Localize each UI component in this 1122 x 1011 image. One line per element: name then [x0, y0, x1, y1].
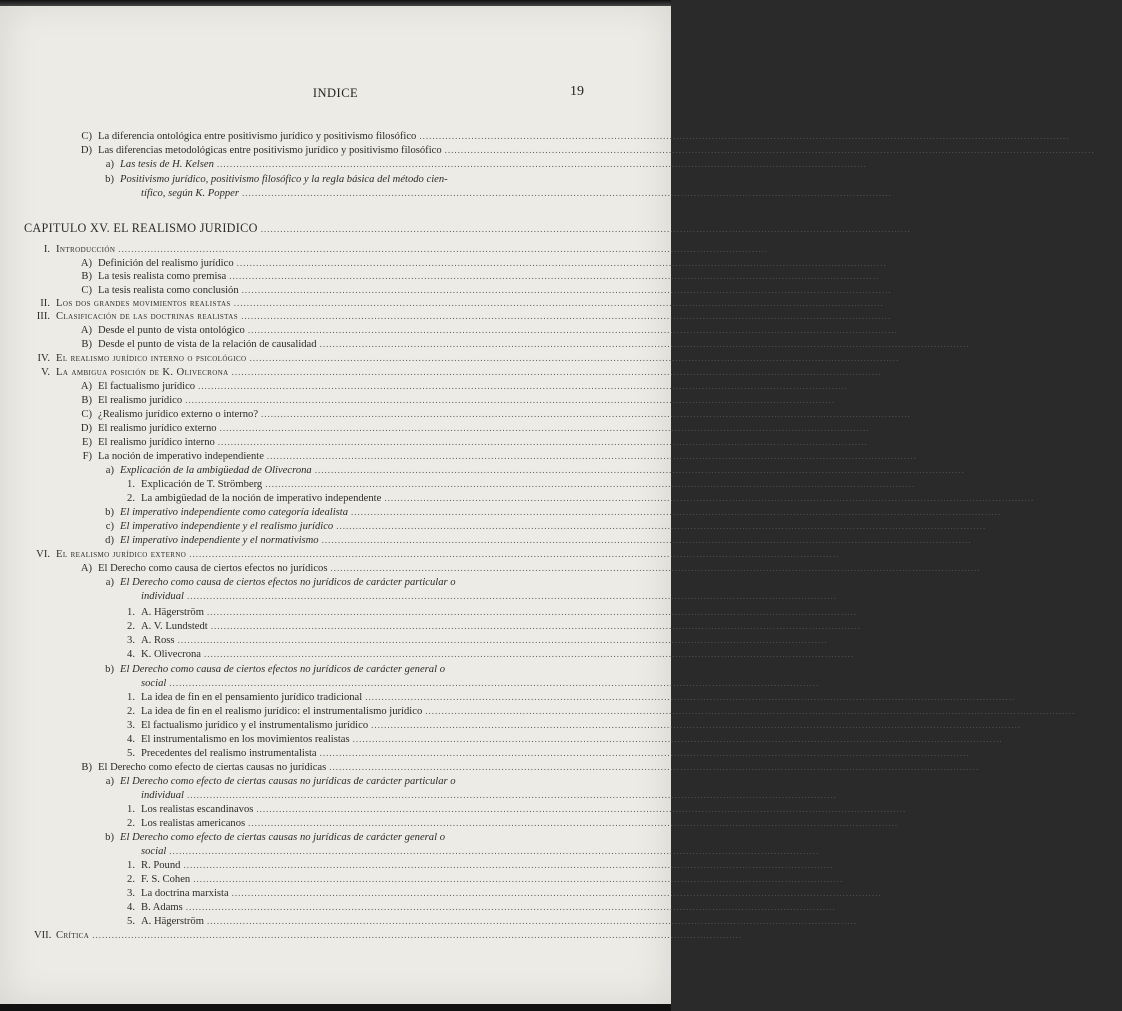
toc-entry-title: F. S. Cohen [141, 874, 191, 885]
toc-entry-label: 2. [127, 874, 135, 885]
toc-entry-page: 275 [854, 874, 871, 885]
toc-entry-title: La idea de fin en el pensamiento jurídico tradicional [141, 692, 363, 703]
toc-entry-page: 260 [848, 591, 864, 602]
toc-entry [119, 734, 1030, 747]
toc-entry-label: B) [81, 762, 92, 773]
toc-entry-title: La tesis realista como premisa [98, 271, 227, 282]
toc-entry-title: individual [141, 790, 184, 801]
toc-entry [76, 325, 925, 338]
toc-entry [34, 244, 796, 257]
toc-entry-label: a) [105, 577, 114, 588]
toc-entry-page: 273 [909, 818, 926, 829]
toc-leader-dots: ........................................................................................................................................................................................................ [249, 353, 900, 363]
toc-leader-dots: ........................................................................................................................................................................................................ [185, 902, 836, 912]
toc-entry-page: 265 [1013, 734, 1030, 745]
toc-entry-label: b) [105, 174, 114, 185]
toc-leader-dots: ........................................................................................................................................................................................................ [92, 930, 743, 940]
toc-entry-title: La ambigua posición de K. Olivecrona [56, 367, 229, 378]
toc-leader-dots: ........................................................................................................................................................................................................ [189, 549, 840, 559]
toc-entry-title: El Derecho como causa de ciertos efectos no jurídicos de carácter particular o [120, 577, 456, 588]
toc-entry-page: 257 [878, 437, 895, 448]
toc-leader-dots: ........................................................................................................................................................................................................ [256, 804, 907, 814]
toc-entry-label: 2. [127, 818, 135, 829]
toc-entry-page: 253 [894, 298, 911, 309]
toc-entry-label: C) [81, 131, 92, 142]
toc-entry [141, 846, 847, 859]
toc-entry [98, 577, 577, 590]
toc-leader-dots: ........................................................................................................................................................................................................ [183, 860, 834, 870]
toc-entry [76, 285, 919, 298]
toc-entry-label: II. [40, 298, 50, 309]
toc-entry-page: 264 [1026, 692, 1043, 703]
toc-entry [119, 902, 863, 915]
toc-entry-title: El imperativo independiente como categoría idealista [120, 507, 349, 518]
toc-entry [119, 621, 888, 634]
toc-entry-label: 1. [127, 607, 135, 618]
toc-entry-title: B. Adams [141, 902, 183, 913]
toc-entry [24, 221, 938, 235]
toc-leader-dots: ........................................................................................................................................................................................................ [219, 423, 870, 433]
toc-entry-label: D) [80, 145, 92, 156]
toc-entry [98, 159, 894, 172]
toc-leader-dots: ........................................................................................................................................................................................................ [265, 479, 916, 489]
toc-entry-title: CAPITULO XV. EL REALISMO JURIDICO [24, 221, 258, 235]
toc-entry [98, 465, 992, 478]
toc-leader-dots: ........................................................................................................................................................................................................ [216, 159, 867, 169]
toc-entry-title: La diferencia ontológica entre positivismo jurídico y positivismo filosófico [98, 131, 417, 142]
toc-leader-dots: ........................................................................................................................................................................................................ [384, 493, 1035, 503]
toc-entry [76, 339, 997, 352]
toc-entry [98, 776, 577, 789]
toc-entry [119, 818, 926, 831]
toc-entry-page: 256 [922, 409, 939, 420]
toc-entry-label: 4. [127, 902, 135, 913]
toc-entry-title: Clasificación de las doctrinas realistas [56, 311, 239, 322]
toc-entry-title: ¿Realismo jurídico externo o interno? [98, 409, 259, 420]
toc-entry-page: 252 [890, 271, 907, 282]
toc-entry [141, 790, 864, 803]
toc-leader-dots: ........................................................................................................................................................................................................ [236, 258, 887, 268]
toc-entry-title: Introducción [56, 244, 116, 255]
toc-entry [98, 832, 577, 845]
toc-entry-title: Positivismo jurídico, positivismo filosófico y la regla básica del método cien- [120, 174, 448, 185]
toc-entry-page: 272 [917, 804, 934, 815]
toc-entry-label: 1. [127, 860, 135, 871]
toc-entry-page: 259 [997, 521, 1014, 532]
toc-entry [76, 563, 1008, 576]
toc-entry-label: A) [80, 325, 92, 336]
toc-entry-page: 264 [1086, 706, 1103, 717]
toc-leader-dots: ........................................................................................................................................................................................................ [319, 339, 970, 349]
toc-entry [119, 706, 1103, 719]
toc-entry-title: El Derecho como causa de ciertos efectos no jurídicos [98, 563, 328, 574]
toc-entry-page: 250 [1080, 131, 1097, 142]
toc-entry-title: El Derecho como efecto de ciertas causas no jurídicas de carácter particular o [120, 776, 456, 787]
toc-entry [119, 607, 884, 620]
toc-entry [119, 748, 997, 761]
toc-leader-dots: ........................................................................................................................................................................................................ [229, 271, 880, 281]
toc-entry [119, 649, 882, 662]
toc-entry-label: 5. [127, 916, 135, 927]
toc-entry-label: I. [43, 244, 50, 255]
toc-entry-title: R. Pound [141, 860, 181, 871]
toc-entry [76, 451, 944, 464]
toc-entry-title: El factualismo jurídico [98, 381, 196, 392]
toc-entry-page: 277 [753, 930, 770, 941]
toc-leader-dots: ........................................................................................................................................................................................................ [419, 131, 1070, 141]
toc-entry-label: 1. [127, 692, 135, 703]
toc-leader-dots: ........................................................................................................................................................................................................ [206, 607, 857, 617]
toc-entry-label: B) [81, 339, 92, 350]
toc-leader-dots: ........................................................................................................................................................................................................ [247, 325, 898, 335]
toc-leader-dots: ........................................................................................................................................................................................................ [260, 224, 911, 234]
toc-entry-title: A. Ross [141, 635, 175, 646]
toc-entry-page: 260 [850, 549, 867, 560]
toc-entry [141, 188, 919, 201]
toc-leader-dots: ........................................................................................................................................................................................................ [193, 874, 844, 884]
toc-entry-page: 256 [846, 395, 863, 406]
toc-entry-page: 255 [910, 353, 927, 364]
toc-entry-page: 264 [1032, 720, 1049, 731]
toc-entry-page: 275 [844, 860, 861, 871]
toc-entry [76, 131, 1097, 144]
toc-entry-label: b) [105, 664, 114, 675]
toc-entry-title: tífico, según K. Popper [141, 188, 239, 199]
toc-entry [119, 916, 884, 929]
toc-leader-dots: ........................................................................................................................................................................................................ [186, 591, 837, 601]
toc-entry-label: 1. [127, 804, 135, 815]
toc-entry-page: 272 [848, 790, 864, 801]
toc-entry-label: A) [80, 381, 92, 392]
toc-entry [119, 720, 1049, 733]
toc-leader-dots: ........................................................................................................................................................................................................ [329, 762, 980, 772]
toc-leader-dots: ........................................................................................................................................................................................................ [321, 535, 972, 545]
toc-entry-label: C) [81, 409, 92, 420]
toc-leader-dots: ........................................................................................................................................................................................................ [241, 311, 892, 321]
toc-leader-dots: ........................................................................................................................................................................................................ [217, 437, 868, 447]
toc-entry-label: C) [81, 285, 92, 296]
toc-entry-label: 3. [127, 635, 135, 646]
toc-entry-page: 250 [877, 159, 894, 170]
toc-entry-page: 263 [830, 678, 847, 689]
toc-leader-dots: ........................................................................................................................................................................................................ [177, 635, 828, 645]
toc-entry-title: El realismo jurídico interno o psicológico [56, 353, 247, 364]
scan-bottom-edge [0, 1004, 671, 1011]
toc-entry [76, 395, 863, 408]
toc-leader-dots: ........................................................................................................................................................................................................ [210, 621, 861, 631]
toc-entry-title: La idea de fin en el realismo jurídico: el instrumentalismo jurídico [141, 706, 423, 717]
toc-entry-label: VI. [36, 549, 50, 560]
toc-leader-dots: ........................................................................................................................................................................................................ [241, 188, 892, 198]
toc-entry-title: social [141, 846, 167, 857]
toc-entry-page: 258 [926, 479, 943, 490]
toc-entry [119, 692, 1043, 705]
toc-entry-title: El factualismo jurídico y el instrumentalismo jurídico [141, 720, 369, 731]
toc-entry [34, 298, 911, 311]
toc-entry-title: El imperativo independiente y el realismo jurídico [120, 521, 334, 532]
toc-entry-page: 254 [908, 325, 925, 336]
toc-leader-dots: ........................................................................................................................................................................................................ [169, 678, 820, 688]
toc-entry-page: 269 [980, 748, 997, 759]
toc-entry-title: La noción de imperativo independiente [98, 451, 264, 462]
toc-leader-dots: ........................................................................................................................................................................................................ [314, 465, 965, 475]
toc-entry [34, 353, 927, 366]
toc-entry-page: 252 [897, 258, 914, 269]
toc-entry [98, 174, 577, 187]
toc-entry-label: d) [105, 535, 114, 546]
toc-entry-title: Crítica [56, 930, 90, 941]
toc-entry-title: Definición del realismo jurídico [98, 258, 234, 269]
toc-entry-page: 259 [1012, 507, 1029, 518]
toc-entry [34, 367, 909, 380]
toc-leader-dots: ........................................................................................................................................................................................................ [118, 244, 769, 254]
toc-entry [141, 591, 864, 604]
toc-entry-label: 5. [127, 748, 135, 759]
toc-entry-label: 2. [127, 621, 135, 632]
toc-entry-label: 3. [127, 720, 135, 731]
toc-entry-label: D) [80, 423, 92, 434]
toc-entry-page: 250 [903, 188, 919, 199]
toc-leader-dots: ........................................................................................................................................................................................................ [266, 451, 917, 461]
toc-entry-page: 254 [980, 339, 997, 350]
toc-entry-title: El realismo jurídico interno [98, 437, 215, 448]
toc-entry-page: 261 [871, 621, 888, 632]
toc-leader-dots: ........................................................................................................................................................................................................ [425, 706, 1076, 716]
toc-leader-dots: ........................................................................................................................................................................................................ [248, 818, 899, 828]
toc-entry-title: social [141, 678, 167, 689]
toc-entry [119, 860, 861, 873]
toc-entry-label: F) [82, 451, 92, 462]
toc-entry-label: 1. [127, 479, 135, 490]
toc-entry-page: 250 [1105, 145, 1122, 156]
toc-entry-title: Explicación de la ambigüedad de Olivecrona [120, 465, 312, 476]
toc-entry-page: 272 [990, 762, 1007, 773]
toc-leader-dots: ........................................................................................................................................................................................................ [444, 145, 1095, 155]
toc-entry-page: 255 [859, 381, 876, 392]
toc-entry-page: 277 [868, 916, 884, 927]
toc-entry-label: 4. [127, 649, 135, 660]
toc-entry-title: El imperativo independiente y el normativismo [120, 535, 319, 546]
toc-entry-title: El instrumentalismo en los movimientos realistas [141, 734, 350, 745]
toc-entry-label: 4. [127, 734, 135, 745]
toc-entry-page: 260 [991, 563, 1008, 574]
toc-leader-dots: ........................................................................................................................................................................................................ [261, 409, 912, 419]
toc-entry-page: 263 [865, 649, 882, 660]
toc-entry-title: Precedentes del realismo instrumentalista [141, 748, 317, 759]
toc-entry-label: III. [36, 311, 50, 322]
toc-entry-label: VII. [34, 930, 52, 941]
toc-leader-dots: ........................................................................................................................................................................................................ [319, 748, 970, 758]
toc-leader-dots: ........................................................................................................................................................................................................ [185, 395, 836, 405]
toc-entry-label: a) [105, 465, 114, 476]
toc-leader-dots: ........................................................................................................................................................................................................ [204, 649, 855, 659]
toc-entry [34, 930, 770, 943]
toc-entry-label: B) [81, 271, 92, 282]
toc-entry [98, 664, 577, 677]
toc-leader-dots: ........................................................................................................................................................................................................ [231, 888, 882, 898]
toc-entry [76, 423, 897, 436]
toc-entry [34, 311, 919, 324]
toc-entry-title: La doctrina marxista [141, 888, 229, 899]
toc-entry-title: K. Olivecrona [141, 649, 202, 660]
toc-entry-title: Los dos grandes movimientos realistas [56, 298, 231, 309]
toc-entry [98, 521, 1014, 534]
toc-entry [141, 678, 847, 691]
toc-entry-title: La ambigüedad de la noción de imperativo independente [141, 493, 382, 504]
toc-entry-page: 260 [982, 535, 999, 546]
toc-entry-label: IV. [37, 353, 50, 364]
toc-entry-page: 276 [892, 888, 909, 899]
toc-entry-label: a) [105, 159, 114, 170]
toc-entry-label: B) [81, 395, 92, 406]
toc-entry [98, 507, 1029, 520]
toc-entry-page: 252 [921, 224, 938, 235]
toc-entry-title: individual [141, 591, 184, 602]
toc-entry-title: A. Hägerström [141, 607, 204, 618]
toc-entry-page: 255 [892, 367, 909, 378]
toc-leader-dots: ........................................................................................................................................................................................................ [336, 521, 987, 531]
toc-entry-title: El realismo jurídico externo [98, 423, 217, 434]
toc-leader-dots: ........................................................................................................................................................................................................ [351, 507, 1002, 517]
toc-entry [98, 535, 999, 548]
toc-entry-title: El Derecho como causa de ciertos efectos no jurídicos de carácter general o [120, 664, 445, 675]
toc-entry-title: Los realistas americanos [141, 818, 246, 829]
toc-entry-page: 258 [928, 451, 944, 462]
toc-entry [119, 874, 871, 887]
toc-leader-dots: ........................................................................................................................................................................................................ [365, 692, 1016, 702]
toc-entry-label: V. [41, 367, 50, 378]
toc-leader-dots: ........................................................................................................................................................................................................ [186, 790, 837, 800]
toc-entry-title: A. V. Lundstedt [141, 621, 208, 632]
toc-entry [76, 271, 907, 284]
toc-leader-dots: ........................................................................................................................................................................................................ [206, 916, 857, 926]
toc-entry-title: La tesis realista como conclusión [98, 285, 239, 296]
toc-entry-title: El Derecho como efecto de ciertas causas no jurídicas de carácter general o [120, 832, 445, 843]
toc-entry-label: 3. [127, 888, 135, 899]
toc-entry-label: A) [80, 563, 92, 574]
toc-entry-label: c) [105, 521, 114, 532]
toc-entry-label: A) [80, 258, 92, 269]
toc-entry [76, 381, 876, 394]
toc-entry [76, 409, 939, 422]
toc-leader-dots: ........................................................................................................................................................................................................ [371, 720, 1022, 730]
toc-leader-dots: ........................................................................................................................................................................................................ [330, 563, 981, 573]
toc-leader-dots: ........................................................................................................................................................................................................ [233, 298, 884, 308]
toc-entry [119, 479, 943, 492]
toc-entry-label: E) [82, 437, 92, 448]
toc-leader-dots: ........................................................................................................................................................................................................ [231, 367, 882, 377]
toc-entry-title: Explicación de T. Strömberg [141, 479, 263, 490]
toc-entry-label: b) [105, 507, 114, 518]
toc-leader-dots: ........................................................................................................................................................................................................ [198, 381, 849, 391]
toc-entry-page: 257 [880, 423, 897, 434]
toc-entry-label: 2. [127, 493, 135, 504]
toc-leader-dots: ........................................................................................................................................................................................................ [352, 734, 1003, 744]
toc-entry [76, 437, 895, 450]
toc-entry-label: a) [105, 776, 114, 787]
toc-entry-title: Los realistas escandinavos [141, 804, 254, 815]
page-number: 19 [570, 84, 584, 99]
toc-entry-page: 252 [902, 285, 919, 296]
toc-entry-page: 258 [1045, 493, 1062, 504]
toc-entry-label: 2. [127, 706, 135, 717]
toc-entry [76, 258, 914, 271]
toc-entry-page: 276 [846, 902, 863, 913]
toc-entry-page: 275 [830, 846, 847, 857]
toc-entry-title: El Derecho como efecto de ciertas causas no jurídicas [98, 762, 327, 773]
toc-entry-page: 254 [902, 311, 919, 322]
toc-entry-page: 252 [779, 244, 796, 255]
toc-entry-page: 260 [868, 607, 884, 618]
toc-entry [76, 145, 1122, 158]
toc-entry-label: b) [105, 832, 114, 843]
running-header-title: INDICE [312, 86, 359, 100]
toc-entry-title: El realismo jurídico externo [56, 549, 187, 560]
toc-entry-title: El realismo jurídico [98, 395, 183, 406]
toc-leader-dots: ........................................................................................................................................................................................................ [241, 285, 892, 295]
toc-entry [34, 549, 867, 562]
toc-entry-title: Desde el punto de vista ontológico [98, 325, 245, 336]
toc-entry [119, 804, 934, 817]
toc-entry-title: A. Hägerström [141, 916, 204, 927]
toc-entry [76, 762, 1007, 775]
toc-leader-dots: ........................................................................................................................................................................................................ [169, 846, 820, 856]
toc-entry [119, 493, 1062, 506]
toc-entry [119, 888, 909, 901]
toc-entry-title: Desde el punto de vista de la relación de causalidad [98, 339, 317, 350]
toc-entry [119, 635, 855, 648]
toc-entry-page: 262 [838, 635, 855, 646]
toc-entry-title: Las tesis de H. Kelsen [120, 159, 214, 170]
toc-entry-page: 258 [975, 465, 992, 476]
toc-entry-title: Las diferencias metodológicas entre positivismo jurídico y positivismo filosófico [98, 145, 442, 156]
